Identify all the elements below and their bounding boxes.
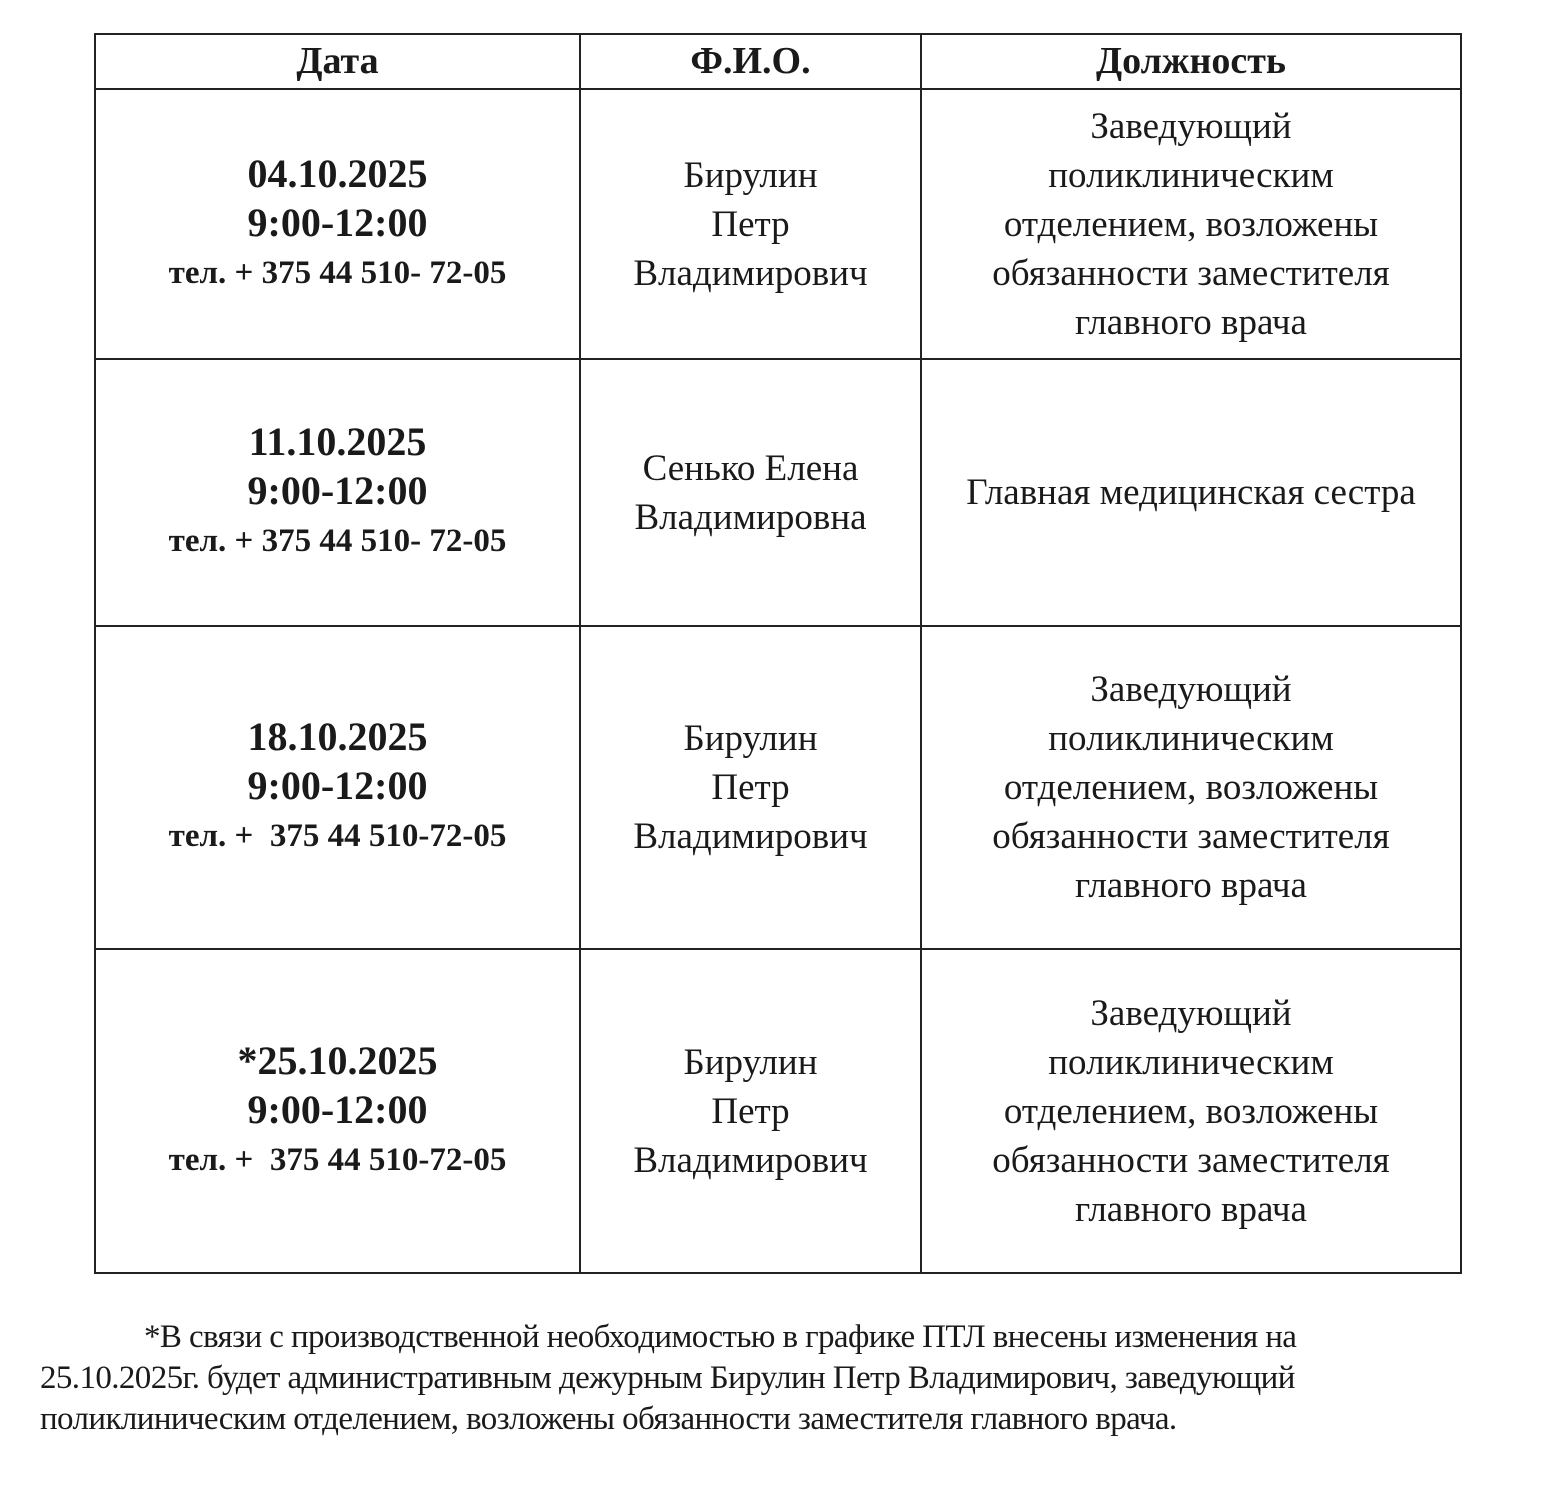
- date-cell: [95, 626, 580, 949]
- position-line: обязанности заместителя: [992, 1139, 1390, 1181]
- duty-phone: тел. + 375 44 510-72-05: [168, 1141, 507, 1178]
- date-cell: [95, 949, 580, 1273]
- position-line: главного врача: [1075, 865, 1307, 906]
- position-line: главного врача: [1075, 301, 1307, 343]
- name-cell: [580, 949, 921, 1273]
- position-line: Заведующий: [1090, 669, 1292, 710]
- duty-schedule-table: [94, 33, 1462, 1274]
- footnote: [40, 1317, 1520, 1440]
- position-line: отделением, возложены: [1003, 203, 1379, 245]
- name-line: Петр: [711, 203, 790, 245]
- duty-date: 04.10.2025: [247, 150, 428, 196]
- name-line: Владимирович: [633, 1139, 868, 1181]
- footnote-line: 25.10.2025г. будет административным дежурным Бирулин Петр Владимирович, заведующий: [40, 1360, 1295, 1396]
- duty-date: 11.10.2025: [248, 419, 427, 464]
- position-line: Главная медицинская сестра: [966, 472, 1416, 513]
- position-cell: [921, 89, 1461, 359]
- name-line: Владимирович: [633, 816, 868, 857]
- name-line: Владимировна: [634, 496, 867, 538]
- header-position: Должность: [921, 34, 1461, 89]
- position-line: поликлиническим: [1048, 718, 1334, 759]
- table-row: [95, 359, 1461, 626]
- position-line: обязанности заместителя: [992, 816, 1390, 857]
- duty-date: 18.10.2025: [247, 714, 428, 759]
- position-cell: [921, 626, 1461, 949]
- table-header-row: [95, 34, 1461, 89]
- name-line: Бирулин: [683, 154, 818, 196]
- position-cell: [921, 949, 1461, 1273]
- duty-phone: тел. + 375 44 510-72-05: [168, 818, 507, 854]
- position-line: поликлиническим: [1048, 1041, 1334, 1083]
- table-row: [95, 89, 1461, 359]
- duty-time: 9:00-12:00: [247, 199, 428, 245]
- duty-date: *25.10.2025: [237, 1037, 438, 1083]
- name-line: Бирулин: [683, 718, 818, 759]
- name-line: Петр: [711, 1090, 790, 1132]
- header-date: Дата: [95, 34, 580, 89]
- footnote-line: поликлиническим отделением, возложены обязанности заместителя главного врача.: [40, 1401, 1177, 1437]
- position-line: отделением, возложены: [1003, 1090, 1379, 1132]
- header-name: Ф.И.О.: [580, 34, 921, 89]
- duty-time: 9:00-12:00: [247, 763, 428, 808]
- name-line: Владимирович: [633, 252, 868, 294]
- duty-time: 9:00-12:00: [247, 468, 428, 513]
- duty-phone: тел. + 375 44 510- 72-05: [168, 523, 507, 559]
- position-cell: [921, 359, 1461, 626]
- duty-time: 9:00-12:00: [247, 1086, 428, 1132]
- name-cell: [580, 359, 921, 626]
- footnote-line: *В связи с производственной необходимостью в графике ПТЛ внесены изменения на: [144, 1319, 1297, 1355]
- name-line: Сенько Елена: [642, 447, 859, 489]
- duty-phone: тел. + 375 44 510- 72-05: [168, 254, 507, 291]
- date-cell: [95, 359, 580, 626]
- table-row: [95, 949, 1461, 1273]
- date-cell: [95, 89, 580, 359]
- name-cell: [580, 89, 921, 359]
- position-line: главного врача: [1075, 1188, 1307, 1230]
- position-line: Заведующий: [1090, 105, 1292, 147]
- position-line: Заведующий: [1090, 992, 1292, 1034]
- position-line: отделением, возложены: [1003, 767, 1379, 808]
- name-line: Бирулин: [683, 1041, 818, 1083]
- table-row: [95, 626, 1461, 949]
- position-line: поликлиническим: [1048, 154, 1334, 196]
- name-cell: [580, 626, 921, 949]
- name-line: Петр: [711, 767, 790, 808]
- position-line: обязанности заместителя: [992, 252, 1390, 294]
